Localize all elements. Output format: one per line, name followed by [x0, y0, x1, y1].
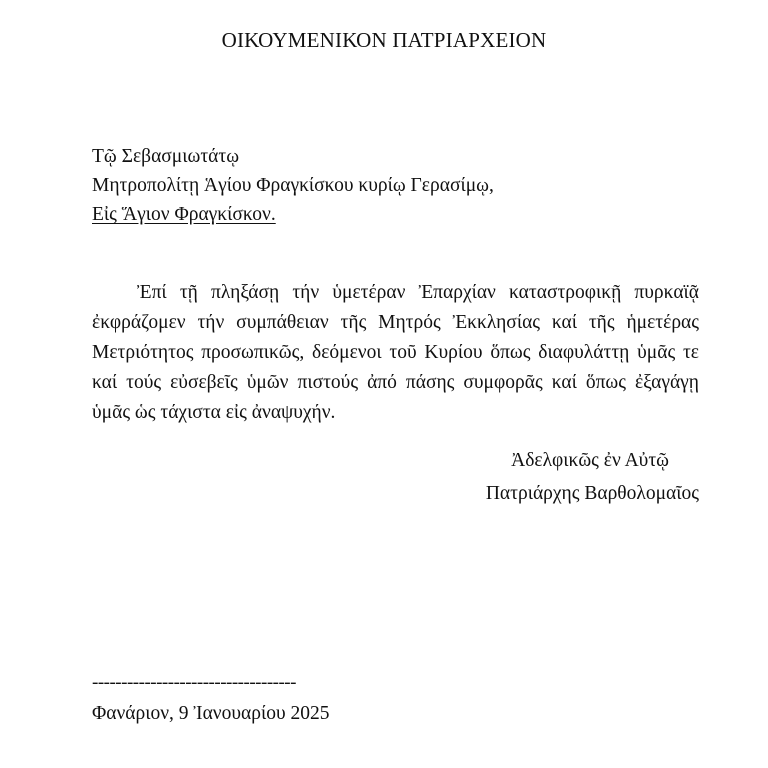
letter-body: Ἐπί τῇ πληξάσῃ τήν ὑμετέραν Ἐπαρχίαν καταστροφικῇ πυρκαϊᾷ ἐκφράζομεν τήν συμπάθειαν τῆς Μητρός Ἐκκλησίας καί τῆς ἡμετέρας Μετριότητος προσωπικῶς, δεόμενοι τοῦ Κυρίου ὅπως διαφυλάττῃ ὑμᾶς τε καί τούς εὐσεβεῖς ὑμῶν πιστούς ἀπό πάσης συμφορᾶς καί ὅπως ἐξαγάγῃ ὑμᾶς ὡς τάχιστα εἰς ἀναψυχήν.	[92, 282, 699, 423]
signoff-block	[486, 444, 699, 510]
address-recipient: Μητροπολίτῃ Ἁγίου Φραγκίσκου κυρίῳ Γερασίμῳ,	[92, 175, 494, 196]
address-location: Εἰς Ἅγιον Φραγκίσκον.	[92, 204, 276, 225]
signature-name: Πατριάρχης Βαρθολομαῖος	[485, 483, 699, 504]
address-salutation: Τῷ Σεβασμιωτάτῳ	[92, 146, 240, 167]
place-date: Φανάριον, 9 Ἰανουαρίου 2025	[92, 703, 330, 724]
letter-header	[0, 28, 768, 53]
recipient-address	[92, 142, 494, 229]
footer-divider: -----------------------------------	[92, 672, 296, 693]
patriarchate-title: ΟΙΚΟΥΜΕΝΙΚΟΝ ΠΑΤΡΙΑΡΧΕΙΟΝ	[221, 28, 547, 52]
closing-phrase: Ἀδελφικῶς ἐν Αὐτῷ	[511, 450, 669, 471]
